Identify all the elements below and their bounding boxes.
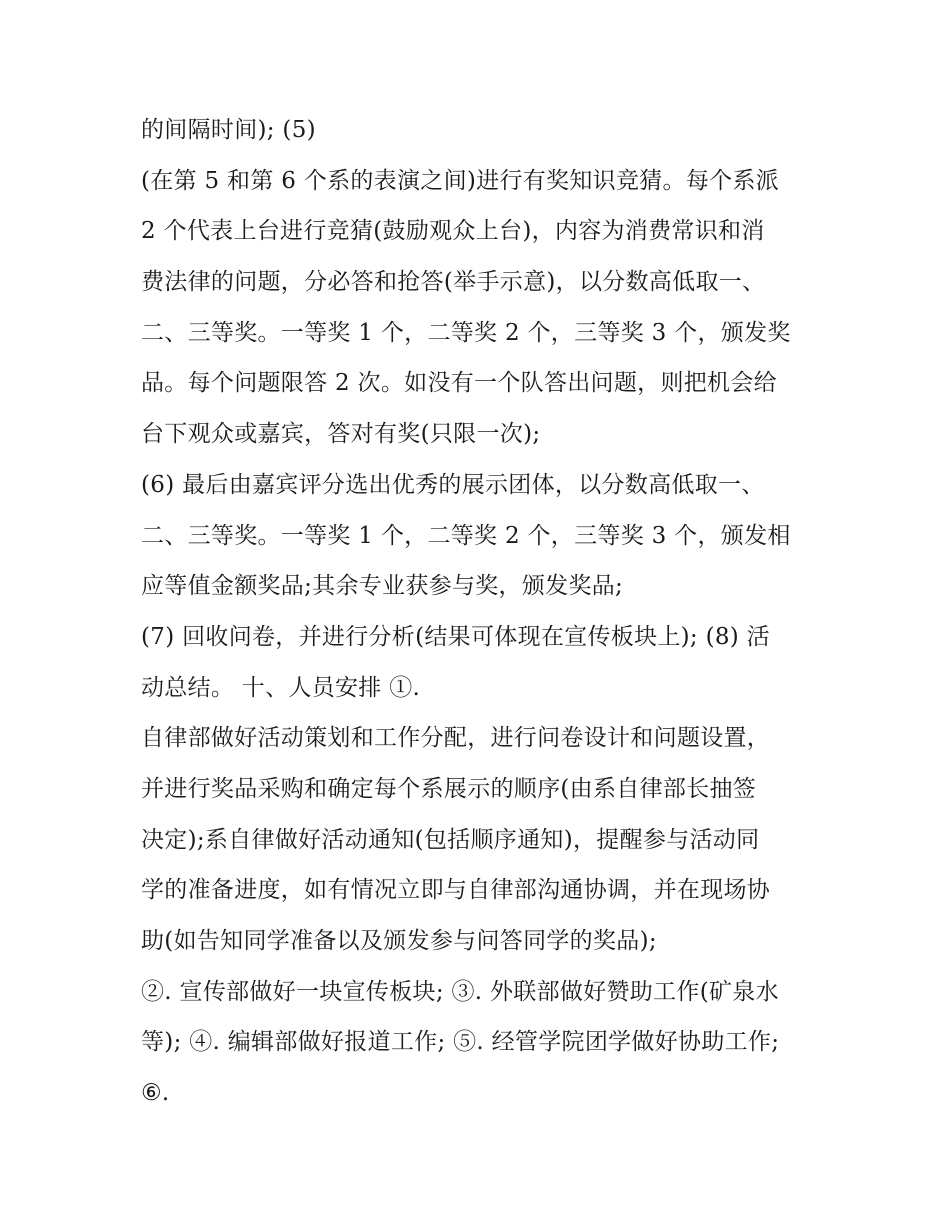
text-line: (7) 回收问卷，并进行分析(结果可体现在宣传板块上); (8) 活 [141, 623, 770, 650]
text-line: 的间隔时间); (5) [141, 117, 316, 143]
text-line: 助(如告知同学准备以及颁发参与问答同学的奖品); [141, 928, 657, 954]
text-line: 动总结。 十、人员安排 ①. [141, 674, 421, 701]
text-line: 决定);系自律做好活动通知(包括顺序通知)，提醒参与活动同 [141, 826, 760, 853]
text-line: 二、三等奖。一等奖 1 个，二等奖 2 个，三等奖 3 个，颁发相 [141, 522, 791, 549]
text-line: 二、三等奖。一等奖 1 个，二等奖 2 个，三等奖 3 个，颁发奖 [141, 319, 791, 346]
document-body [141, 105, 821, 1119]
text-line: ②. 宣传部做好一块宣传板块; ③. 外联部做好赞助工作(矿泉水 [141, 978, 779, 1005]
text-line: ⑥. [141, 1080, 170, 1107]
text-line: (6) 最后由嘉宾评分选出优秀的展示团体，以分数高低取一、 [141, 471, 765, 498]
text-line: 并进行奖品采购和确定每个系展示的顺序(由系自律部长抽签 [141, 775, 757, 802]
text-line: 品。每个问题限答 2 次。如没有一个队答出问题，则把机会给 [141, 370, 777, 397]
text-line: (在第 5 和第 6 个系的表演之间)进行有奖知识竞猜。每个系派 [141, 167, 780, 194]
text-line: 费法律的问题，分必答和抢答(举手示意)，以分数高低取一、 [141, 269, 766, 296]
text-line: 等); ④. 编辑部做好报道工作; ⑤. 经管学院团学做好协助工作; [141, 1029, 780, 1056]
text-line: 应等值金额奖品;其余专业获参与奖，颁发奖品; [141, 573, 624, 600]
text-line: 自律部做好活动策划和工作分配，进行问卷设计和问题设置， [141, 725, 771, 752]
text-line: 台下观众或嘉宾，答对有奖(只限一次); [141, 421, 541, 448]
text-line: 学的准备进度，如有情况立即与自律部沟通协调，并在现场协 [141, 877, 771, 904]
text-line: 2 个代表上台进行竞猜(鼓励观众上台)，内容为消费常识和消 [141, 218, 765, 245]
